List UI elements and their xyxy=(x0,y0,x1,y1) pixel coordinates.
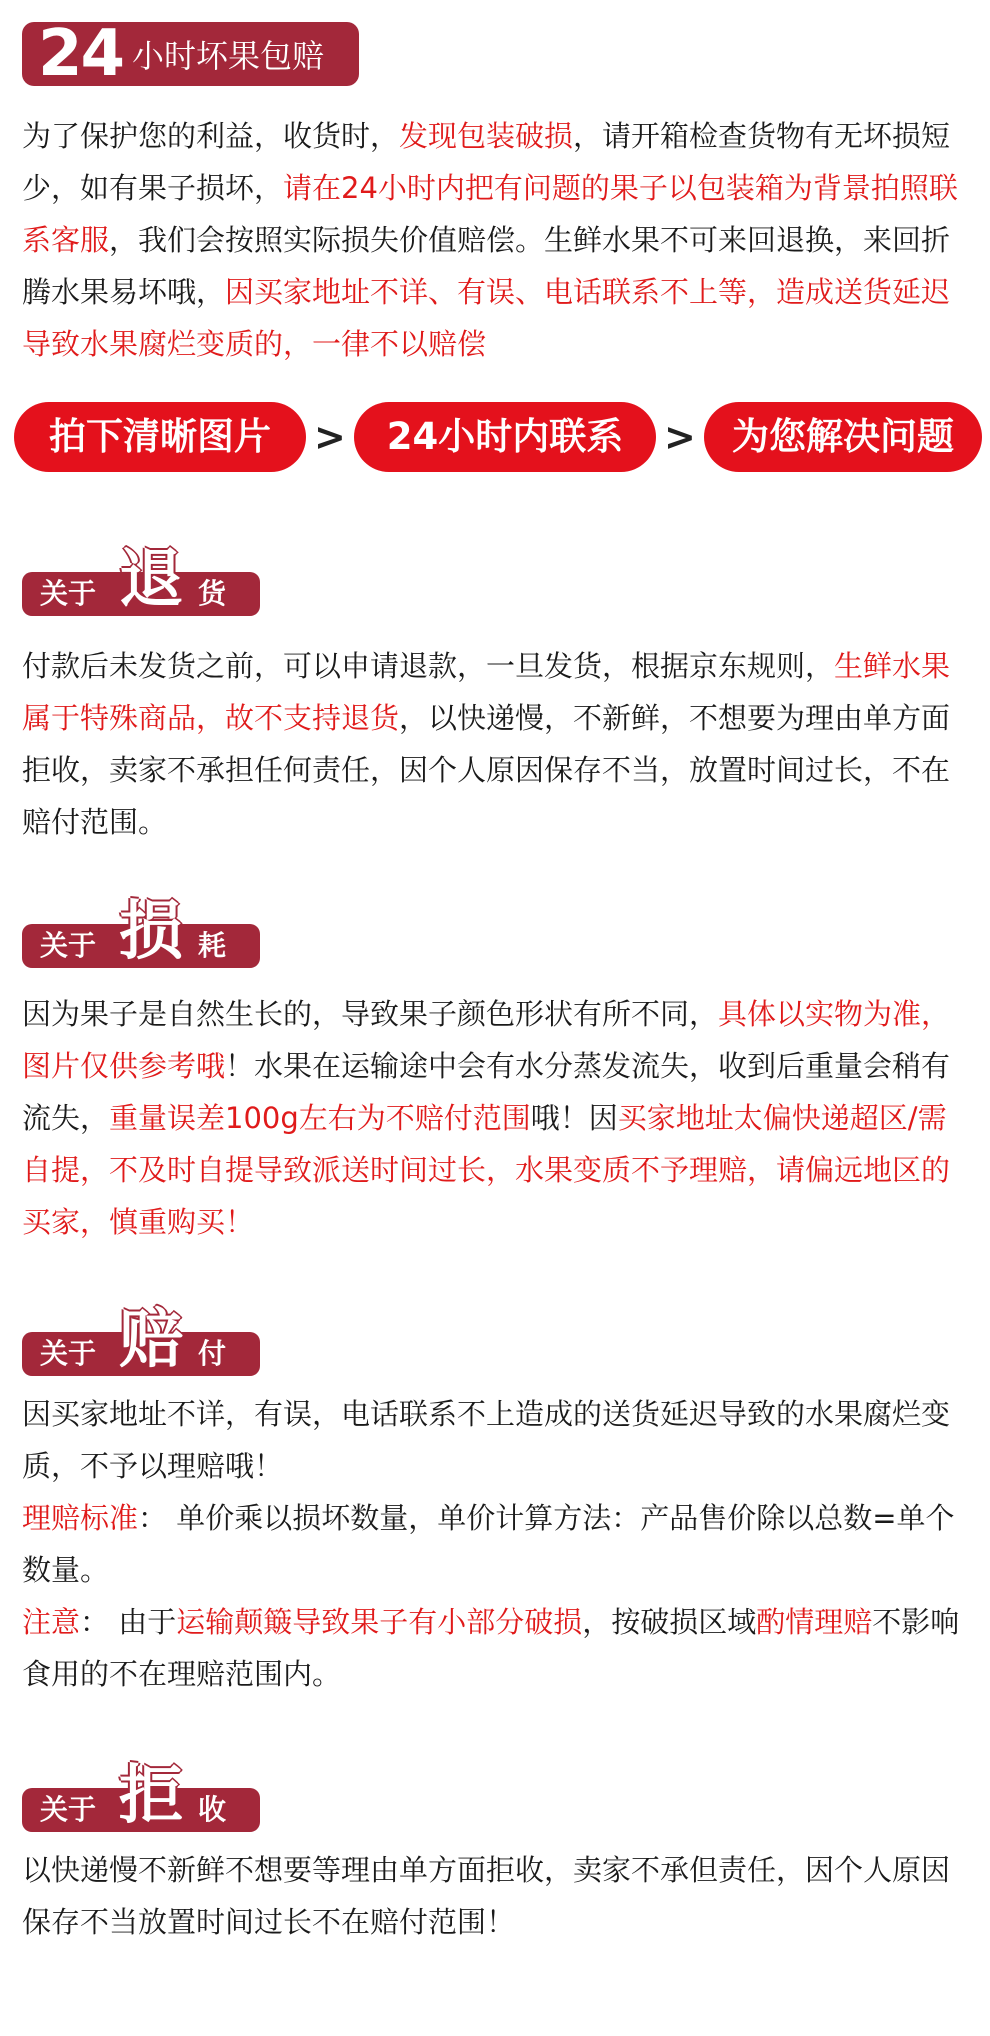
intro-highlight-1: 发现包装破损 xyxy=(399,119,574,153)
return-heading-prefix: 关于 xyxy=(40,577,97,610)
compensation-note-text-2: ，按破损区域 xyxy=(582,1605,757,1639)
return-text-1: 付款后未发货之前，可以申请退款，一旦发货，根据京东规则， xyxy=(22,649,835,683)
reject-heading xyxy=(22,1752,262,1832)
loss-heading-prefix: 关于 xyxy=(40,929,97,962)
intro-text-3: ，我们会按照实际损失价值赔偿。生鲜水果不可来回退换，来回折腾水果易坏哦， xyxy=(22,223,951,309)
loss-heading xyxy=(22,888,262,968)
intro-text-1: 为了保护您的利益，收货时， xyxy=(22,119,400,153)
compensation-standard-text: ： 单价乘以损坏数量，单价计算方法：产品售价除以总数=单个数量。 xyxy=(22,1501,955,1587)
compensation-heading-key: 赔 xyxy=(119,1303,183,1377)
compensation-heading-suffix: 付 xyxy=(198,1337,227,1370)
header-number: 24 xyxy=(38,17,124,91)
return-heading-key: 退 xyxy=(119,543,183,617)
compensation-paragraph: 因买家地址不详，有误，电话联系不上造成的送货延迟导致的水果腐烂变质，不予以理赔哦！ xyxy=(22,1397,951,1483)
step-arrow-2: > xyxy=(664,415,696,459)
compensation-note-highlight-1: 运输颠簸导致果子有小部分破损 xyxy=(176,1605,583,1639)
intro-text-2: ，请开箱检查货物有无坏损短少，如有果子损坏， xyxy=(22,119,951,205)
reject-heading-suffix: 收 xyxy=(198,1793,227,1826)
step-contact: 24小时内联系 xyxy=(354,402,656,472)
return-heading-suffix: 货 xyxy=(198,577,227,610)
loss-text-3: 哦！因 xyxy=(530,1101,618,1135)
compensation-note-label: 注意 xyxy=(22,1605,81,1639)
compensation-standard-label: 理赔标准 xyxy=(22,1501,139,1535)
header-badge xyxy=(22,17,359,91)
loss-text-1: 因为果子是自然生长的，导致果子颜色形状有所不同， xyxy=(22,997,719,1031)
service-steps xyxy=(14,402,982,472)
loss-paragraph xyxy=(22,988,972,1248)
return-heading xyxy=(22,536,262,616)
intro-highlight-2: 请在24小时内把有问题的果子以包装箱为背景拍照联系客服 xyxy=(22,171,958,257)
loss-highlight-3: 买家地址太偏快递超区/需自提，不及时自提导致派送时间过长，水果变质不予理赔，请偏远地区的买家，慎重购买！ xyxy=(22,1101,951,1239)
step-arrow-1: > xyxy=(314,415,346,459)
compensation-note-text-1: ： 由于 xyxy=(80,1605,177,1639)
reject-heading-key: 拒 xyxy=(119,1759,183,1833)
reject-paragraph: 以快递慢不新鲜不想要等理由单方面拒收，卖家不承但责任，因个人原因保存不当放置时间过长不在赔付范围！ xyxy=(22,1853,951,1939)
header-title: 小时坏果包赔 xyxy=(132,37,325,75)
loss-highlight-2: 重量误差100g左右为不赔付范围 xyxy=(109,1101,531,1135)
return-text-2: ，以快递慢，不新鲜，不想要为理由单方面拒收，卖家不承担任何责任，因个人原因保存不当，放置时间过长，不在赔付范围。 xyxy=(22,701,951,839)
loss-heading-key: 损 xyxy=(119,895,183,969)
compensation-note xyxy=(22,1596,972,1700)
compensation-heading-prefix: 关于 xyxy=(40,1337,97,1370)
compensation-standard xyxy=(22,1492,972,1596)
reject-heading-prefix: 关于 xyxy=(40,1793,97,1826)
return-paragraph xyxy=(22,640,972,848)
step-resolve: 为您解决问题 xyxy=(704,402,982,472)
step-photo: 拍下清晰图片 xyxy=(14,402,306,472)
compensation-note-highlight-2: 酌情理赔 xyxy=(756,1605,873,1639)
compensation-note-text-3: 不影响食用的不在理赔范围内。 xyxy=(22,1605,960,1691)
return-highlight-1: 生鲜水果属于特殊商品，故不支持退货 xyxy=(22,649,951,735)
intro-paragraph xyxy=(22,110,972,370)
intro-highlight-3: 因买家地址不详、有误、电话联系不上等，造成送货延迟导致水果腐烂变质的，一律不以赔偿 xyxy=(22,275,951,361)
compensation-heading xyxy=(22,1296,262,1376)
loss-text-2: ！水果在运输途中会有水分蒸发流失，收到后重量会稍有流失， xyxy=(22,1049,951,1135)
loss-highlight-1: 具体以实物为准，图片仅供参考哦 xyxy=(22,997,951,1083)
loss-heading-suffix: 耗 xyxy=(198,929,227,962)
